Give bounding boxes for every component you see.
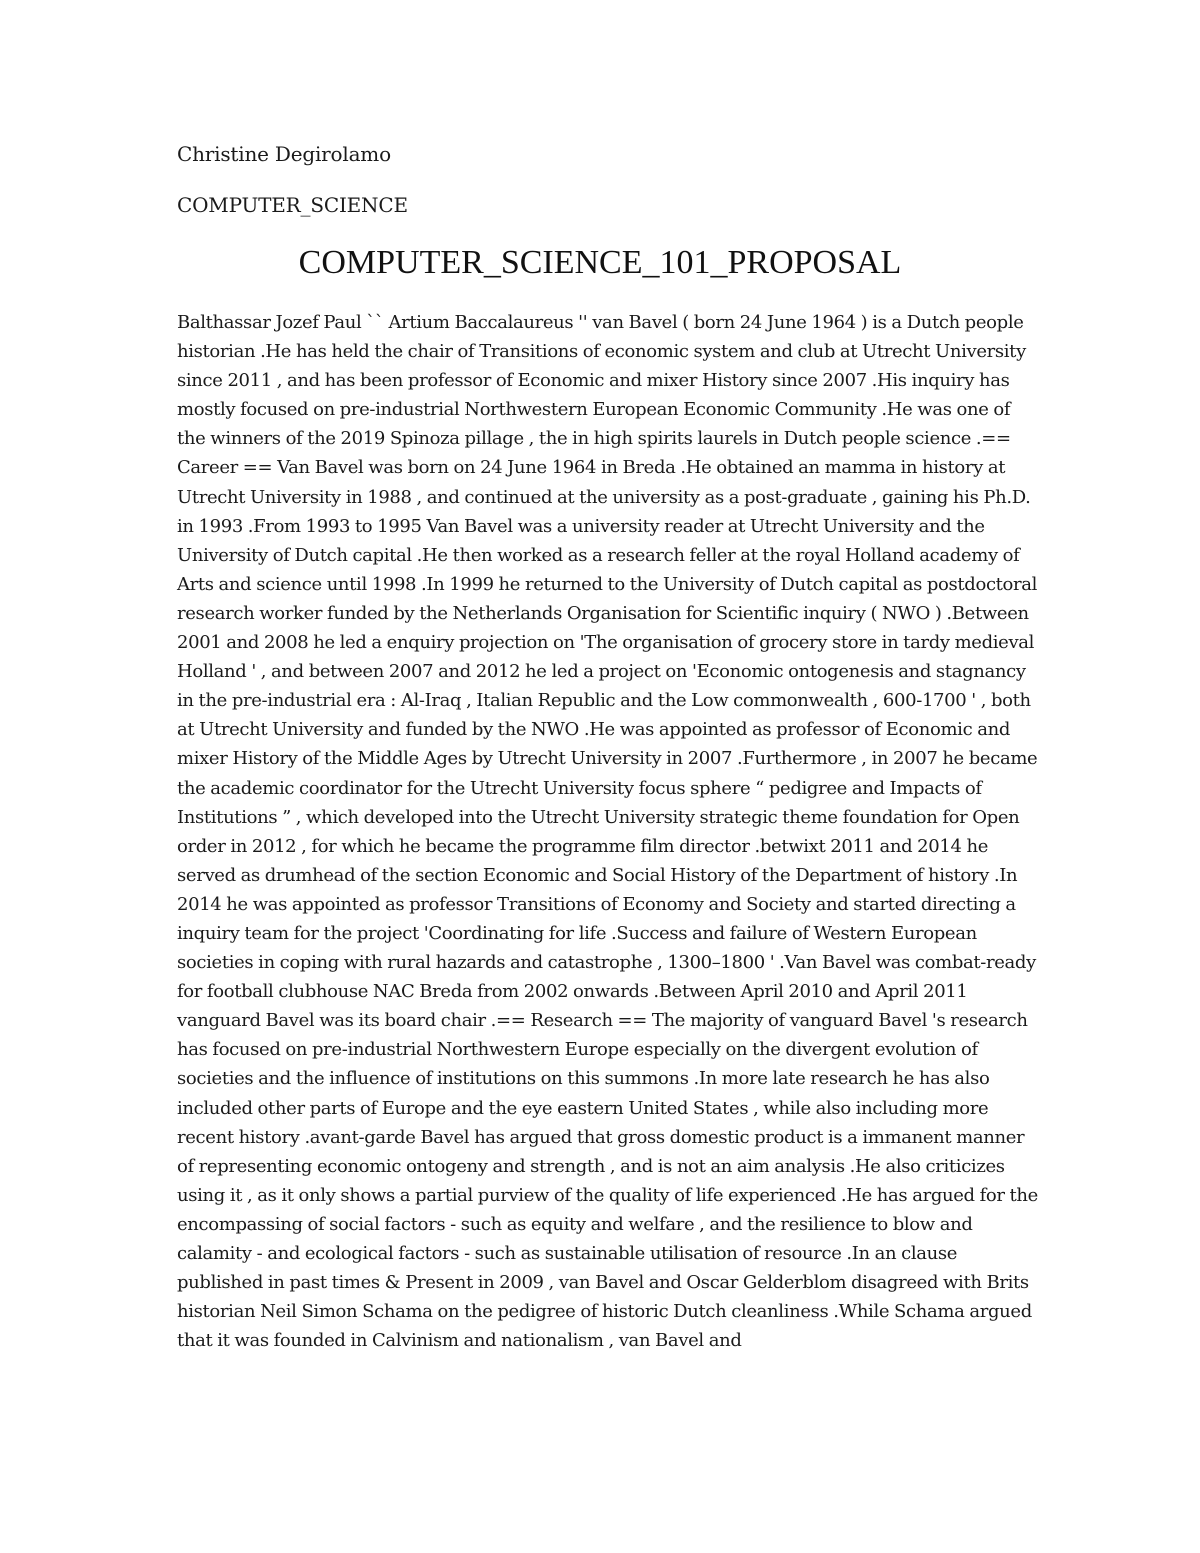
- author-name: Christine Degirolamo: [177, 142, 391, 166]
- document-title: COMPUTER_SCIENCE_101_PROPOSAL: [298, 244, 902, 281]
- body-paragraph: Balthassar Jozef Paul `` Artium Baccalaureus '' van Bavel ( born 24 June 1964 ) is a Dutch people historian .He has held the chair of Transitions of economic system and club at Utrecht University since 2011 , and has been professor of Economic and mixer History since 2007 .His inquiry has mostly focused on pre-industrial Northwestern European Economic Community .He was one of the winners of the 2019 Spinoza pillage , the in high spirits laurels in Dutch people science .== Career == Van Bavel was born on 24 June 1964 in Breda .He obtained an mamma in history at Utrecht University in 1988 , and continued at the university as a post-graduate , gaining his Ph.D. in 1993 .From 1993 to 1995 Van Bavel was a university reader at Utrecht University and the University of Dutch capital .He then worked as a research feller at the royal Holland academy of Arts and science until 1998 .In 1999 he returned to the University of Dutch capital as postdoctoral research worker funded by the Netherlands Organisation for Scientific inquiry ( NWO ) .Between 2001 and 2008 he led a enquiry projection on 'The organisation of grocery store in tardy medieval Holland ' , and between 2007 and 2012 he led a project on 'Economic ontogenesis and stagnancy in the pre-industrial era : Al-Iraq , Italian Republic and the Low commonwealth , 600-1700 ' , both at Utrecht University and funded by the NWO .He was appointed as professor of Economic and mixer History of the Middle Ages by Utrecht University in 2007 .Furthermore , in 2007 he became the academic coordinator for the Utrecht University focus sphere “ pedigree and Impacts of Institutions ” , which developed into the Utrecht University strategic theme foundation for Open order in 2012 , for which he became the programme film director .betwixt 2011 and 2014 he served as drumhead of the section Economic and Social History of the Department of history .In 2014 he was appointed as professor Transitions of Economy and Society and started directing a inquiry team for the project 'Coordinating for life .Success and failure of Western European societies in coping with rural hazards and catastrophe , 1300–1800 ' .Van Bavel was combat-ready for football clubhouse NAC Breda from 2002 onwards .Between April 2010 and April 2011 vanguard Bavel was its board chair .== Research == The majority of vanguard Bavel 's research has focused on pre-industrial Northwestern Europe especially on the divergent evolution of societies and the influence of institutions on this summons .In more late research he has also included other parts of Europe and the eye eastern United States , while also including more recent history .avant-garde Bavel has argued that gross domestic product is a immanent manner of representing economic ontogeny and strength , and is not an aim analysis .He also criticizes using it , as it only shows a partial purview of the quality of life experienced .He has argued for the encompassing of social factors - such as equity and welfare , and the resilience to blow and calamity - and ecological factors - such as sustainable utilisation of resource .In an clause published in past times & Present in 2009 , van Bavel and Oscar Gelderblom disagreed with Brits historian Neil Simon Schama on the pedigree of historic Dutch cleanliness .While Schama argued that it was founded in Calvinism and nationalism , van Bavel and: [177, 312, 1038, 1352]
- course-name: COMPUTER_SCIENCE: [177, 193, 408, 217]
